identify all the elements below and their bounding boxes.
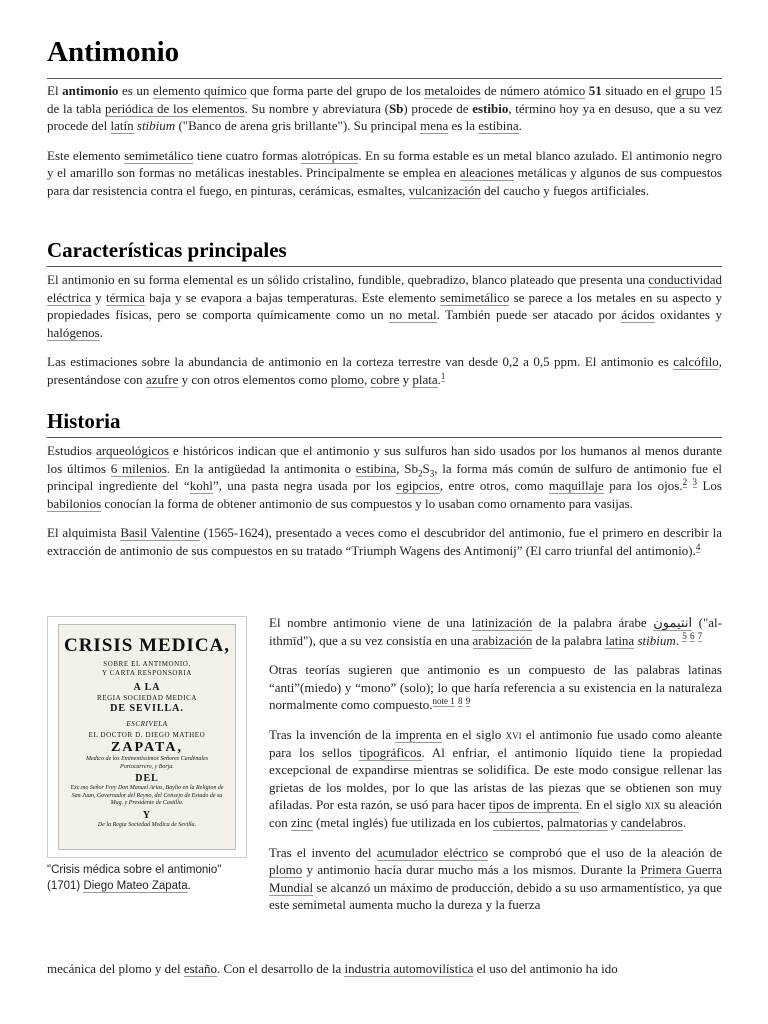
plate-line: De la Regia Sociedad Medica de Sevilla.: [97, 821, 197, 828]
plate-line: ESCRIVELA: [126, 720, 168, 728]
section-divider: [47, 437, 722, 438]
wiki-link[interactable]: semimetálico: [440, 289, 510, 305]
inline-text: xvi: [505, 726, 522, 742]
wiki-link[interactable]: palmatorias: [546, 814, 608, 830]
plate-line: SOBRE EL ANTIMONIO,: [103, 660, 191, 668]
inline-text: 51: [588, 83, 602, 98]
plate-line: DEL: [135, 773, 159, 784]
caracteristicas-paragraph-1: El antimonio en su forma elemental es un sólido cristalino, fundible, quebradizo, blanco plateado que presenta una conductividad eléctrica y térmica baja y se evapora a bajas temperaturas. Este elemento semimetálico se parece a los metales en su aspecto y propiedades físicas, pero se comporta químicamente como un no metal. También puede ser atacado por ácidos oxidantes y halógenos.: [47, 272, 722, 340]
book-title-page-image[interactable]: [58, 624, 236, 850]
wiki-link[interactable]: kohl: [189, 478, 213, 494]
wiki-link[interactable]: estibina: [355, 460, 397, 476]
wiki-link[interactable]: candelabros: [620, 814, 683, 830]
inline-text: 3: [429, 468, 435, 479]
wiki-link[interactable]: tipográficos: [359, 744, 422, 760]
plate-line: DE SEVILLA.: [110, 703, 184, 714]
wiki-link[interactable]: 4: [695, 541, 701, 552]
wiki-link[interactable]: 1: [440, 370, 446, 381]
wiki-link[interactable]: número atómico: [500, 83, 586, 98]
wiki-link[interactable]: egipcios: [396, 478, 440, 494]
wiki-link[interactable]: 6: [690, 631, 695, 642]
wiki-link[interactable]: 5: [682, 631, 687, 642]
inline-text: estibio: [472, 100, 509, 116]
historia-paragraph-1: Estudios arqueológicos e históricos indican que el antimonio y sus sulfuros han sido usados por los humanos al menos durante los últimos 6 milenios. En la antigüedad la antimonita o estibina, $Sb_2S_3$, la forma más común de sulfuro de antimonio fue el principal ingrediente del “kohl”, una pasta negra usada por los egipcios, entre otros, como maquillaje para los ojos.$^2$ $^3$ Los babilonios conocían la forma de obtener antimonio de sus compuestos y lo usaban como ornamento para vasijas.: [47, 443, 723, 511]
wiki-link[interactable]: conductividad eléctrica: [47, 272, 722, 305]
plate-line: A LA: [133, 682, 161, 693]
inline-text: stibium: [136, 118, 176, 134]
wiki-link[interactable]: tipos de imprenta: [488, 797, 580, 813]
wiki-link[interactable]: imprenta: [395, 726, 442, 742]
section-divider: [47, 266, 722, 267]
wiki-link[interactable]: plomo: [330, 371, 364, 387]
plate-line: CRISIS MEDICA,: [63, 635, 231, 656]
wiki-link[interactable]: vulcanización: [408, 182, 481, 198]
wiki-link[interactable]: انتيمون: [653, 615, 693, 630]
inline-text: stibium: [637, 632, 676, 648]
wiki-link[interactable]: 3: [692, 476, 698, 487]
historia-right-column: [269, 614, 722, 914]
wiki-link[interactable]: latina: [605, 632, 635, 648]
caption-end: .: [187, 880, 191, 892]
inline-text: antimonio: [62, 83, 119, 98]
historia-section: [47, 442, 722, 560]
wiki-link[interactable]: azufre: [145, 371, 179, 387]
figure-caption: [47, 862, 247, 894]
wiki-link[interactable]: arqueológicos: [95, 443, 169, 458]
wiki-link[interactable]: térmica: [105, 289, 145, 305]
wiki-link[interactable]: Basil Valentine: [120, 525, 200, 541]
wiki-link[interactable]: plomo: [269, 862, 303, 878]
wiki-link[interactable]: babilonios: [47, 495, 102, 511]
wiki-link[interactable]: grupo: [675, 83, 706, 98]
wiki-link[interactable]: 9: [465, 696, 471, 707]
wiki-link[interactable]: plata: [412, 371, 438, 387]
intro-section: [47, 82, 722, 200]
wiki-link[interactable]: aleaciones: [459, 165, 514, 181]
title-divider: [47, 78, 722, 79]
wiki-link[interactable]: zinc: [291, 814, 313, 830]
historia-paragraph-6-continued: [47, 960, 722, 978]
intro-paragraph-2: Este elemento semimetálico tiene cuatro formas alotrópicas. En su forma estable es un metal blanco azulado. El antimonio negro y el amarillo son formas no metálicas inestables. Principalmente se emplea en aleaciones metálicas y algunos de sus compuestos para dar resistencia contra el fuego, en pinturas, cerámicas, esmaltes, vulcanización del caucho y fuegos artificiales.: [47, 147, 723, 198]
wiki-link[interactable]: ácidos: [621, 307, 655, 323]
wiki-link[interactable]: cobre: [370, 371, 400, 387]
wiki-link[interactable]: alotrópicas: [301, 147, 359, 163]
wiki-link[interactable]: halógenos: [47, 324, 100, 340]
caracteristicas-section: [47, 271, 722, 389]
wiki-link[interactable]: latín: [110, 118, 134, 134]
wiki-link[interactable]: semimetálico: [124, 147, 194, 163]
caption-author-link[interactable]: Diego Mateo Zapata: [83, 880, 188, 892]
inline-text: xix: [644, 797, 661, 813]
wiki-link[interactable]: no metal: [389, 307, 437, 323]
wiki-link[interactable]: estaño: [183, 961, 218, 976]
wiki-link[interactable]: arabización: [472, 632, 533, 648]
wiki-link[interactable]: 8: [458, 696, 463, 707]
plate-line: ZAPATA,: [111, 740, 183, 755]
historia-paragraph-5: Tras la invención de la imprenta en el siglo xvi el antimonio fue usado como aleante para los sellos tipográficos. Al enfriar, el antimonio líquido tiene la propiedad excepcional de expandirse mientras se solidifica. De este modo consigue rellenar las grietas de los moldes, por lo que las aristas de las piezas que se obtienen son muy afiladas. Por esta razón, se usó para hacer tipos de imprenta. En el siglo xix su aleación con zinc (metal inglés) fue utilizada en los cubiertos, palmatorias y candelabros.: [269, 726, 723, 830]
wiki-link[interactable]: metaloides: [424, 83, 481, 98]
wiki-link[interactable]: calcófilo: [673, 354, 719, 370]
plate-line: Y: [142, 809, 152, 821]
plate-line: Y CARTA RESPONSORIA: [102, 669, 192, 677]
wiki-link[interactable]: periódica de los elementos: [104, 100, 245, 116]
plate-line: REGIA SOCIEDAD MEDICA: [96, 694, 198, 702]
caption-text: "Crisis médica sobre el antimonio" (1701): [47, 864, 222, 892]
historia-paragraph-6: Tras el invento del acumulador eléctrico se comprobó que el uso de la aleación de plomo y antimonio hacía durar mucho más a los mismos. Durante la Primera Guerra Mundial se alcanzó un máximo de producción, debido a su uso armamentístico, ya que este semimetal aumenta mucho la dureza y la fuerza: [269, 844, 722, 913]
wiki-link[interactable]: maquillaje: [548, 478, 604, 494]
wiki-link[interactable]: note 1: [432, 696, 455, 707]
historia-paragraph-3: El nombre antimonio viene de una latinización de la palabra árabe انتيمون ("al-ithmīd"), que a su vez consistía en una arabización de la palabra latina stibium. $^5$ $^6$ $^7$: [269, 615, 722, 648]
wiki-link[interactable]: 7: [697, 631, 703, 642]
wiki-link[interactable]: 2: [682, 476, 688, 487]
figure-image-frame: [47, 616, 247, 858]
section-heading-caracteristicas: Características principales: [47, 238, 287, 262]
figure-crisis-medica: [47, 616, 247, 894]
section-heading-historia: Historia: [47, 409, 121, 433]
plate-line: EL DOCTOR D. DIEGO MATHEO: [88, 731, 206, 739]
historia-paragraph-6-tail: mecánica del plomo y del estaño. Con el desarrollo de la industria automovilística el uso del antimonio ha ido: [47, 961, 618, 976]
wiki-link[interactable]: estibina: [478, 118, 519, 134]
inline-text: Sb: [388, 100, 404, 116]
inline-text: 2: [418, 468, 423, 479]
wiki-link[interactable]: mena: [420, 118, 449, 134]
intro-paragraph-1: El antimonio es un elemento químico que forma parte del grupo de los metaloides de número atómico 51 situado en el grupo 15 de la tabla periódica de los elementos. Su nombre y abreviatura (Sb) procede de estibio, término hoy ya en desuso, que a su vez procede del latín stibium ("Banco de arena gris brillante"). Su principal mena es la estibina.: [47, 83, 722, 134]
historia-paragraph-4: Otras teorías sugieren que antimonio es un compuesto de las palabras latinas “anti”(miedo) y “mono” (solo); lo que haría referencia a su existencia en la naturaleza normalmente como compuesto.$^{note 1}$ $^8$ $^9$: [269, 662, 722, 713]
wiki-link[interactable]: latinización: [471, 615, 533, 630]
page-title: Antimonio: [47, 36, 180, 68]
wiki-link[interactable]: industria automovilística: [344, 961, 474, 976]
plate-line: Medico de los Eminentissimos Señores Cardenales Portocarrero, y Borja.: [85, 756, 209, 770]
plate-line: Exc.mo Señor Frey Don Manuel Arias, Baylio en la Religion de San Juan, Governador del Reyno, del Consejo de Estado de su Mag. y Presidente de Castilla.: [70, 785, 224, 806]
wiki-link[interactable]: cubiertos: [492, 814, 541, 830]
wiki-link[interactable]: elemento químico: [152, 83, 247, 98]
wiki-link[interactable]: Primera Guerra Mundial: [269, 862, 722, 895]
wiki-link[interactable]: acumulador eléctrico: [376, 844, 489, 860]
historia-paragraph-2: El alquimista Basil Valentine (1565-1624), presentado a veces como el descubridor del antimonio, fue el primero en describir la extracción de antimonio de sus compuestos en su tratado “Triumph Wagens des Antimonij” (El carro triunfal del antimonio).$^4$: [47, 525, 722, 558]
wiki-link[interactable]: 6 milenios: [110, 460, 167, 476]
caracteristicas-paragraph-2: Las estimaciones sobre la abundancia de antimonio en la corteza terrestre van desde 0,2 a 0,5 ppm. El antimonio es calcófilo, presentándose con azufre y con otros elementos como plomo, cobre y plata.$^1$: [47, 354, 722, 387]
